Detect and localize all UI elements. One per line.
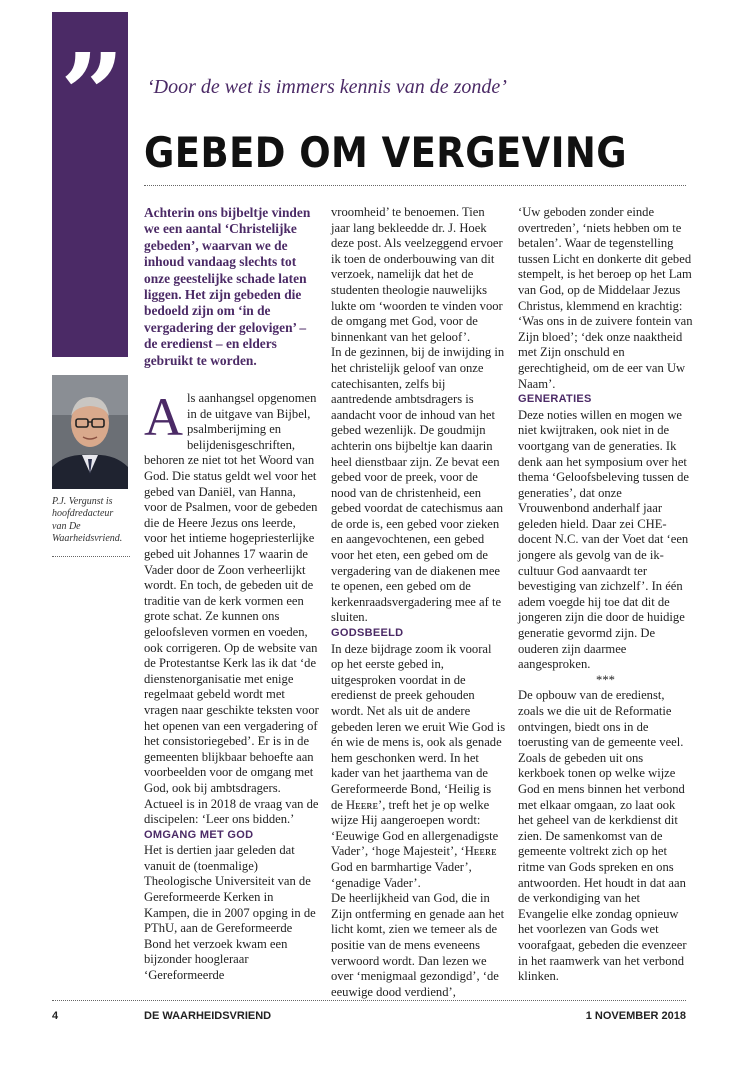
quote-mark-icon: ”	[60, 30, 125, 161]
body-paragraph: Het is dertien jaar geleden dat vanuit de (toenmalige) Theologische Universiteit van de Gereformeerde Kerken in Kampen, die in 2007 opging in de PThU, aan de Gereformeerde Bond het verzoek kwam een bijzonder hoogleraar ‘Gereformeerde	[144, 843, 316, 983]
article-intro: Achterin ons bijbeltje vinden we een aantal ‘Christelijke gebeden’, waarvan we de inhoud vandaag slechts tot onze geestelijke schade laten liggen. Het zijn gebeden die bedoeld zijn om ‘in de vergadering der gelovigen’ – de eredienst – en elders gebruikt te worden.	[144, 205, 311, 368]
body-paragraph: In de gezinnen, bij de inwijding in het christelijk geloof van onze catechisanten, zelfs bij aantredende ambtsdragers is aandacht voor de inhoud van het gebed wezenlijk. De goudmijn achterin ons bijbeltje kan daarin heel dienstbaar zijn. Ze bevat een gebed voor de preek, voor de nood van de christenheid, een gebed voordat de catechismus aan de orde is, een gebed voor zieken en aangevochtenen, een gebed voor het eten, een gebed om de vergadering van de diakenen mee te openen, een gebed om de kerkenraadsvergadering mee af te sluiten.	[331, 345, 505, 625]
body-paragraph: Deze noties willen en mogen we niet kwijtraken, ook niet in de voortgang van de generaties. Ik denk aan het symposium over het thema ‘Geloofsbeleving tussen de generaties’, dat onze Vrouwenbond anderhalf jaar geleden hield. Daar zei CHE-docent N.C. van der Voet dat ‘een jongere als gevolg van de ik-cultuur God aanvaardt ter bevestiging van zichzelf’. In één adem voegde hij toe dat dit de jongeren zijn die door de huidige generatie gevormd zijn. De ouderen zijn daarmee aangesproken.	[518, 407, 690, 672]
title-rule	[144, 185, 686, 186]
body-paragraph: A ls aanhangsel opgenomen in de uitgave van Bijbel, psalmberijming en belijdenisgeschriften, behoren ze niet tot het Woord van God. Die status geldt wel voor het gebed van Daniël, van Hanna, voor de Psalmen, voor de gebeden die de Heere Jezus ons leerde, voor het intieme hogepriesterlijke gebed uit Johannes 17 waarin de Vader door de Zoon verheerlijkt wordt. En toch, de gebeden uit de traditie van de kerk vormen een grote schat. Ze kunnen ons geloofsleven vormen en voeden, ook corrigeren. Op de website van de Protestantse Kerk las ik dat ‘de dienstenorganisatie met enige regelmaat gebeld wordt met vragen naar geschikte teksten voor het openen van een vergadering of het consistoriegebed’. Er is in de gemeenten blijkbaar behoefte aan voorbeelden voor de omgang met God, ook bij ambtsdragers. Actueel is in 2018 de vraag van de discipelen: ‘Leer ons bidden.’	[144, 387, 319, 827]
publication-name: DE WAARHEIDSVRIEND	[144, 1010, 272, 1022]
issue-date: 1 NOVEMBER 2018	[585, 1010, 686, 1022]
body-paragraph: In deze bijdrage zoom ik vooral op het eerste gebed in, uitgesproken voordat in de eredienst de preek gehouden wordt. Net als uit de andere gebeden leren we eruit Wie God is én wie de mens is, ook als genade hem geschonken werd. In het kader van het jaarthema van de Gereformeerde Bond, ‘Heilig is de Hᴇᴇʀᴇ’, treft het je op welke wijze Hij aangeroepen wordt: ‘Eeuwige God en allergenadigste Vader’, ‘hoge Majesteit’, ‘Hᴇᴇʀᴇ God en barmhartige Vader’, ‘genadige Vader’.	[331, 641, 506, 890]
body-paragraph: De heerlijkheid van God, die in Zijn ontferming en genade aan het licht komt, zien we temeer als de positie van de mens eveneens verwoord wordt. Dan lezen we over ‘menigmaal gezondigd’, ‘de eeuwige dood verdiend’,	[331, 891, 505, 999]
column-2	[331, 205, 506, 1000]
subheading-omgang: OMGANG MET GOD	[144, 828, 254, 841]
caption-rule	[52, 556, 130, 557]
page-number: 4	[52, 1010, 59, 1022]
body-paragraph: vroomheid’ te benoemen. Tien jaar lang bekleedde dr. J. Hoek deze post. Als veelzeggend ervoer ik toen de onderbouwing van dit verzoek, namelijk dat het de studenten theologie nauwelijks lukte om ‘woorden te vinden voor de omgang met God, voor de binnenkant van het geloof’.	[331, 205, 503, 344]
column-3	[518, 205, 693, 985]
subheading-godsbeeld: GODSBEELD	[331, 627, 404, 640]
column-1	[144, 205, 319, 984]
section-separator: ***	[596, 672, 615, 687]
author-portrait	[52, 375, 128, 489]
body-paragraph: De opbouw van de eredienst, zoals we die uit de Reformatie ontvingen, biedt ons in de toerusting van de gemeente veel. Zoals de gebeden uit ons kerkboek tonen op welke wijze God en mens binnen het verbond met elkaar omgaan, zo laat ook het geheel van de kerkdienst dit zien. De samenkomst van de gemeente voltrekt zich op het ritme van Gods spreken en ons antwoorden. Het houdt in dat aan de verkondiging van het Evangelie elke zondag opnieuw het voorlezen van Gods wet voorafgaat, gebeden die evenzeer in het raamwerk van het verbond klinken.	[518, 688, 687, 984]
drop-cap: A	[144, 387, 183, 448]
article-title: GEBED OM VERGEVING	[144, 128, 628, 177]
footer-rule	[52, 1000, 686, 1001]
article-kicker: ‘Door de wet is immers kennis van de zonde’	[147, 76, 507, 98]
subheading-generaties: GENERATIES	[518, 393, 592, 406]
body-paragraph: ‘Uw geboden zonder einde overtreden’, ‘niets hebben om te betalen’. Waar de tegenstelling tussen Licht en donkerte dit gebed stempelt, is het beroep op het Lam van God, op de Middelaar Jezus Christus, klemmend en krachtig: ‘Was ons in de zuivere fontein van Zijn bloed’; ‘dek onze naaktheid met Zijn onschuld en gerechtigheid, om de eer van Uw Naam’.	[518, 205, 693, 391]
author-caption: P.J. Vergunst is hoofdredacteur van De Waarheidsvriend.	[52, 496, 123, 545]
